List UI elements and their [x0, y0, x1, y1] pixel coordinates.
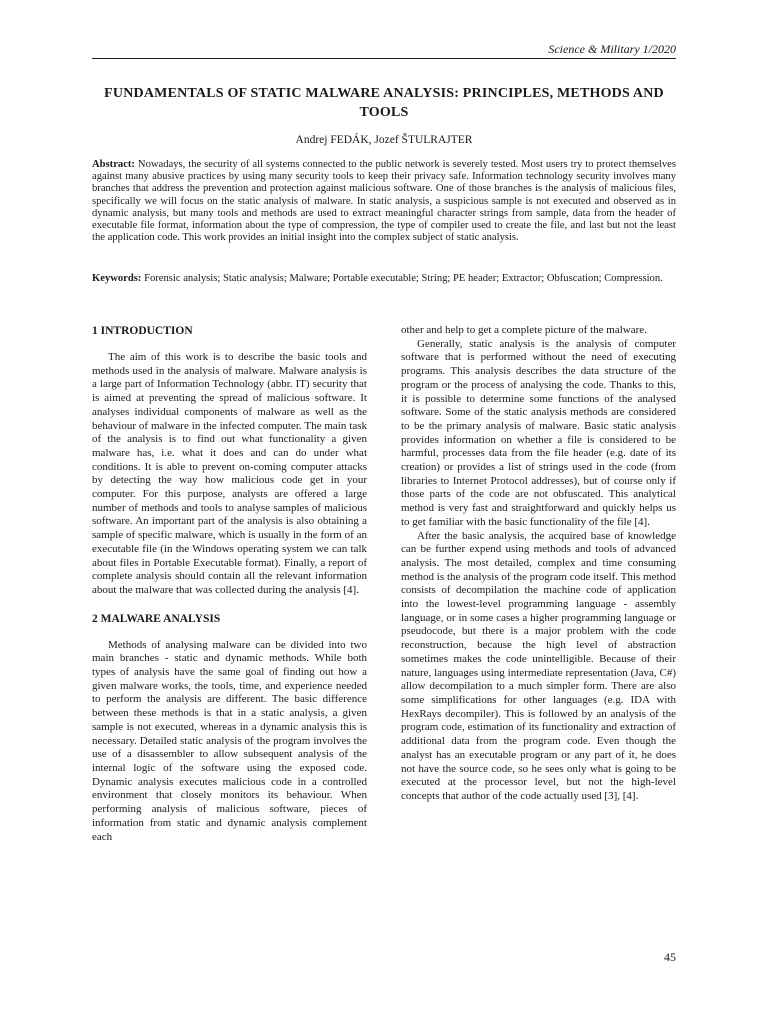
paper-authors: Andrej FEDÁK, Jozef ŠTULRAJTER	[295, 134, 473, 146]
abstract	[92, 159, 676, 244]
abstract-label: Abstract:	[92, 159, 135, 170]
paper-title: FUNDAMENTALS OF STATIC MALWARE ANALYSIS: PRINCIPLES, METHODS AND TOOLS	[104, 86, 664, 120]
malware-paragraph-1: Methods of analysing malware can be divided into two main branches - static and dynamic methods. While both types of analysis have the same goal of finding out how a given malware works, the tools, time, and experience needed to perform the analysis are different. The basic difference between these methods is that in a static analysis, a given sample is not executed, whereas in a dynamic analysis this is necessary. Detailed static analysis of the program involves the use of a disassembler to allow subsequent analysis of the internal logic of the software using the exposed code. Dynamic analysis executes malicious code in a controlled environment that closely monitors its behaviour. When performing analysis of malicious software, pieces of information from static and dynamic analysis complement each	[92, 638, 367, 843]
malware-paragraph-1-continued: other and help to get a complete picture of the malware.	[401, 324, 647, 336]
intro-paragraph: The aim of this work is to describe the basic tools and methods used in the analysis of malware. Malware analysis is a large part of Information Technology (abbr. IT) security that is aimed at preventing the spread of malicious software. It analyses individual components of malware as well as the behaviour of malware in the infected computer. The main task of the analysis is to find out what functionality a given malware has, i.e. what it does and can do under what conditions. It is able to prevent on-coming computer attacks by detecting the way how malicious code get in your computer. For this purpose, analysts are offered a large number of methods and tools to analyse samples of malicious software. An important part of the analysis is also obtaining a sample of specific malware, which is usually in the form of an executable file (in the Windows operating system we can talk about files in Portable Executable format). Finally, a report of complete analysis should contain all the relevant information about the malware that was collected during the analysis [4].	[92, 351, 367, 596]
header-rule	[92, 58, 676, 59]
keywords-text: Forensic analysis; Static analysis; Malware; Portable executable; String; PE header; Extractor; Obfuscation; Compression.	[144, 273, 663, 284]
section-heading-introduction: 1 INTRODUCTION	[92, 325, 193, 337]
malware-paragraph-3: After the basic analysis, the acquired base of knowledge can be further expend using methods and tools of advanced analysis. The most detailed, complex and time consuming method is the analysis of the program code itself. This method consists of decompilation the machine code of application into the lowest-level programming language - assembly language, or in some cases a higher programming language or pseudocode, but there is a major problem with the code reconstruction, because the high level of abstraction sometimes makes the code unintelligible. Because of their nature, languages using intermediate representation (Java, C#) allow decompilation to a much simpler form. There are also some simplifications for other languages (e.g. IDA with HexRays decompiler). This is followed by an analysis of the program code, estimation of its functionality and extraction of additional data from the program code. Even though the analyst has an executable program or any part of it, he does not have the source code, so he sees only what is going to be executed at the processor level, but not the high-level concepts that author of the code actually used [3], [4].	[401, 529, 676, 802]
page-number: 45	[664, 950, 676, 964]
section-heading-malware-analysis: 2 MALWARE ANALYSIS	[92, 612, 221, 625]
abstract-text: Nowadays, the security of all systems connected to the public network is severely tested. Most users try to protect themselves against many abusive practices by using many security tools to keep their privacy safe. Information technology security involves many branches that address the prevention and protection against malicious software. One of those branches is the analysis of malicious files, specifically we will focus on the static analysis of malware. In static analysis, a suspicious sample is not executed and observed as in dynamic analysis, but many tools and methods are used to extract meaningful character strings from sample, data from the header of executable file format, information about the type of compression, the type of compiler used to create the file, and last but not the least the application code. This work provides an initial insight into the complex subject of static analysis.	[92, 159, 676, 244]
keywords	[92, 273, 676, 285]
journal-header: Science & Military 1/2020	[548, 42, 676, 56]
left-column	[92, 324, 367, 844]
keywords-label: Keywords:	[92, 273, 142, 284]
right-column	[401, 324, 676, 804]
malware-paragraph-2: Generally, static analysis is the analysis of computer software that is performed without the need of executing programs. This analysis describes the data structure of the program or the process of analysing the code. Thanks to this, it is possible to determine some functions of the analysed software. Some of the static analysis methods are considered to be the primary analysis of malware. Basic static analysis provides information on whether a file is considered to be harmful, processes data from the file header (e.g. date of its creation) or provides a list of strings used in the code (from libraries to Internet Protocol addresses), but of course only if those parts of the code are not obfuscated. This analytical method is very fast and straightforward and quickly helps us to get familiar with the basic functionality of the file [4].	[401, 337, 676, 528]
